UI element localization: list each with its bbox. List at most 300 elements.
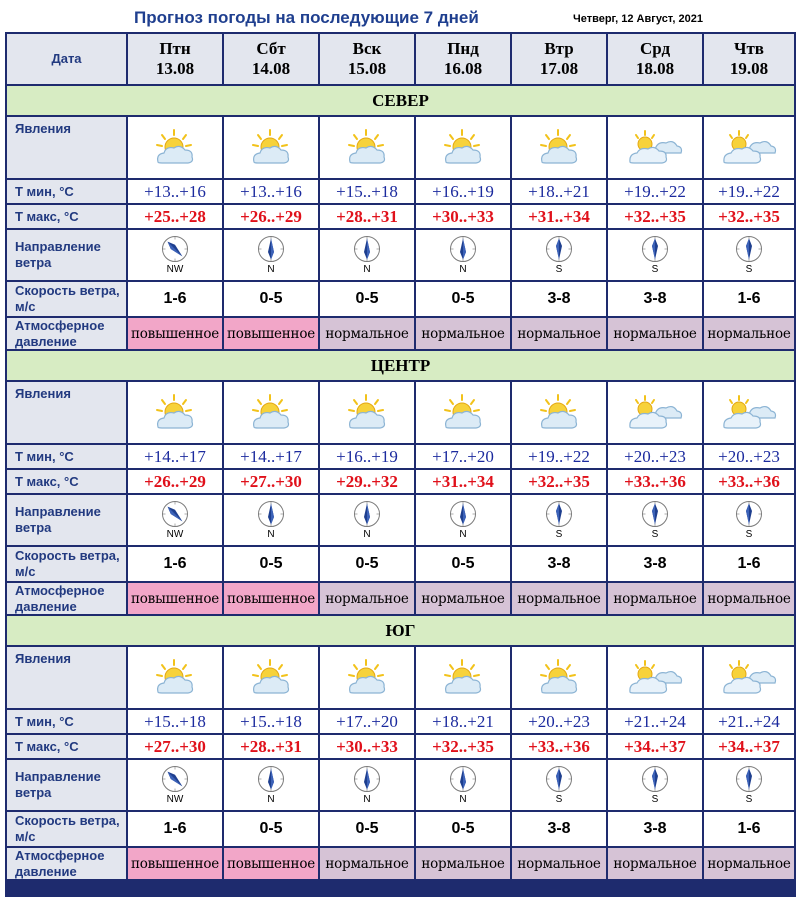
pressure-cell: [512, 848, 606, 879]
partly-cloudy-icon: [536, 658, 582, 698]
pressure-value: повышенное: [130, 855, 220, 872]
tmin-cell: [224, 445, 318, 468]
tmin-value: +13..+16: [144, 181, 206, 201]
pressure-cell: [224, 318, 318, 349]
phenomena-cell: [608, 117, 702, 178]
tmax-cell: [512, 735, 606, 758]
tmax-value: +26..+29: [144, 471, 206, 491]
row-label-phenomena: [7, 382, 126, 443]
wind-speed-value: 3-8: [547, 290, 571, 307]
wind-speed-cell: [512, 547, 606, 581]
wind-dir-cell: [608, 495, 702, 545]
row-label-pressure: [7, 318, 126, 349]
pressure-value: нормальное: [325, 325, 409, 342]
region-name: СЕВЕР: [372, 90, 429, 110]
tmin-cell: [512, 710, 606, 733]
wind-speed-cell: [704, 812, 794, 846]
tmin-cell: [128, 445, 222, 468]
tmax-cell: [224, 205, 318, 228]
compass-icon: [545, 765, 573, 793]
compass-icon: [257, 500, 285, 528]
tmin-cell: [320, 180, 414, 203]
partly-cloudy-icon: [248, 393, 294, 433]
pressure-cell: [704, 318, 794, 349]
tmax-cell: [128, 735, 222, 758]
row-label-text: Атмосферное давление: [15, 848, 105, 879]
compass-icon: [161, 765, 189, 793]
row-label-text: Направление ветра: [15, 239, 101, 270]
row-label-tmin: [7, 180, 126, 203]
compass-icon: [449, 500, 477, 528]
pressure-value: нормальное: [421, 325, 505, 342]
wind-direction-label: N: [267, 794, 275, 805]
wind-direction-label: S: [651, 529, 659, 540]
day-date: 17.08: [539, 59, 579, 78]
cloudy-sun-icon: [721, 128, 777, 168]
wind-direction-label: N: [459, 794, 467, 805]
pressure-value: нормальное: [325, 590, 409, 607]
tmin-value: +17..+20: [336, 711, 398, 731]
row-label-phenomena: [7, 647, 126, 708]
tmin-cell: [128, 710, 222, 733]
wind-speed-cell: [320, 812, 414, 846]
wind-speed-value: 0-5: [451, 290, 475, 307]
wind-direction-label: N: [459, 529, 467, 540]
tmax-value: +33..+36: [528, 736, 590, 756]
phenomena-cell: [320, 117, 414, 178]
day-header-6: [608, 34, 702, 84]
tmin-cell: [704, 710, 794, 733]
wind-dir-cell: [320, 760, 414, 810]
wind-speed-cell: [224, 812, 318, 846]
wind-speed-value: 0-5: [355, 555, 379, 572]
tmax-value: +31..+34: [528, 206, 590, 226]
wind-direction-label: S: [651, 794, 659, 805]
phenomena-cell: [416, 117, 510, 178]
row-label-text: Т мин, °С: [15, 713, 74, 729]
pressure-cell: [128, 318, 222, 349]
day-header-3: [320, 34, 414, 84]
tmax-value: +34..+37: [718, 736, 780, 756]
row-label-text: Скорость ветра, м/с: [15, 548, 120, 579]
wind-dir-cell: [128, 760, 222, 810]
wind-dir-cell: [128, 230, 222, 280]
compass-icon: [161, 500, 189, 528]
tmax-cell: [320, 470, 414, 493]
tmin-cell: [320, 445, 414, 468]
tmin-value: +19..+22: [624, 181, 686, 201]
wind-direction-label: S: [651, 264, 659, 275]
phenomena-cell: [704, 117, 794, 178]
tmax-cell: [320, 735, 414, 758]
tmax-cell: [128, 205, 222, 228]
wind-direction-label: N: [363, 529, 371, 540]
tmin-value: +16..+19: [336, 446, 398, 466]
pressure-cell: [416, 583, 510, 614]
pressure-cell: [224, 848, 318, 879]
tmax-value: +26..+29: [240, 206, 302, 226]
tmax-value: +32..+35: [718, 206, 780, 226]
tmax-value: +32..+35: [528, 471, 590, 491]
wind-speed-cell: [128, 547, 222, 581]
tmax-cell: [512, 205, 606, 228]
wind-dir-cell: [608, 760, 702, 810]
pressure-value: нормальное: [325, 855, 409, 872]
row-label-tmax: [7, 205, 126, 228]
wind-speed-value: 1-6: [163, 290, 187, 307]
wind-speed-value: 3-8: [547, 555, 571, 572]
forecast-table: [5, 32, 796, 897]
compass-icon: [641, 765, 669, 793]
wind-speed-cell: [608, 282, 702, 316]
tmax-value: +33..+36: [718, 471, 780, 491]
phenomena-cell: [224, 382, 318, 443]
compass-icon: [353, 500, 381, 528]
wind-speed-value: 3-8: [643, 820, 667, 837]
region-header-3: [7, 616, 794, 645]
wind-speed-cell: [416, 547, 510, 581]
row-label-tmax: [7, 735, 126, 758]
compass-icon: [641, 235, 669, 263]
wind-speed-cell: [512, 282, 606, 316]
tmax-cell: [128, 470, 222, 493]
tmax-cell: [416, 735, 510, 758]
tmax-value: +30..+33: [336, 736, 398, 756]
tmax-value: +32..+35: [624, 206, 686, 226]
pressure-value: повышенное: [226, 325, 316, 342]
day-name: Сбт: [256, 39, 286, 58]
pressure-value: повышенное: [226, 590, 316, 607]
phenomena-cell: [224, 647, 318, 708]
tmin-value: +20..+23: [718, 446, 780, 466]
compass-icon: [449, 235, 477, 263]
tmin-cell: [512, 445, 606, 468]
phenomena-cell: [128, 382, 222, 443]
day-name: Втр: [544, 39, 574, 58]
tmin-cell: [704, 445, 794, 468]
wind-dir-cell: [224, 230, 318, 280]
row-label-text: Явления: [15, 386, 71, 401]
wind-direction-label: S: [555, 264, 563, 275]
region-header-2: [7, 351, 794, 380]
tmin-value: +15..+18: [240, 711, 302, 731]
tmax-value: +32..+35: [432, 736, 494, 756]
current-date: Четверг, 12 Август, 2021: [573, 13, 703, 25]
phenomena-cell: [128, 647, 222, 708]
row-label-text: Атмосферное давление: [15, 318, 105, 349]
tmin-cell: [224, 180, 318, 203]
wind-direction-label: S: [745, 794, 753, 805]
wind-speed-value: 1-6: [163, 555, 187, 572]
row-label-text: Т макс, °С: [15, 738, 79, 754]
wind-direction-label: S: [555, 529, 563, 540]
wind-speed-value: 0-5: [355, 820, 379, 837]
wind-speed-cell: [224, 282, 318, 316]
wind-dir-cell: [224, 760, 318, 810]
tmax-cell: [416, 205, 510, 228]
tmin-cell: [704, 180, 794, 203]
phenomena-cell: [320, 382, 414, 443]
wind-speed-value: 0-5: [259, 820, 283, 837]
day-header-1: [128, 34, 222, 84]
row-label-pressure: [7, 583, 126, 614]
wind-speed-cell: [608, 812, 702, 846]
tmin-value: +20..+23: [528, 711, 590, 731]
phenomena-cell: [224, 117, 318, 178]
tmax-value: +28..+31: [336, 206, 398, 226]
wind-dir-cell: [704, 230, 794, 280]
compass-icon: [353, 235, 381, 263]
partly-cloudy-icon: [536, 393, 582, 433]
partly-cloudy-icon: [152, 128, 198, 168]
wind-speed-cell: [704, 547, 794, 581]
tmax-cell: [704, 470, 794, 493]
compass-icon: [257, 235, 285, 263]
day-header-4: [416, 34, 510, 84]
wind-speed-value: 3-8: [547, 820, 571, 837]
wind-speed-value: 0-5: [259, 290, 283, 307]
phenomena-cell: [416, 647, 510, 708]
tmax-cell: [608, 205, 702, 228]
wind-speed-cell: [128, 282, 222, 316]
row-label-text: Т мин, °С: [15, 448, 74, 464]
pressure-cell: [512, 318, 606, 349]
tmax-cell: [608, 735, 702, 758]
compass-icon: [735, 765, 763, 793]
wind-speed-cell: [704, 282, 794, 316]
wind-dir-cell: [128, 495, 222, 545]
compass-icon: [735, 500, 763, 528]
wind-speed-value: 0-5: [259, 555, 283, 572]
pressure-value: нормальное: [613, 590, 697, 607]
day-date: 16.08: [443, 59, 483, 78]
day-name: Чтв: [733, 39, 764, 58]
partly-cloudy-icon: [152, 393, 198, 433]
wind-speed-value: 1-6: [737, 555, 761, 572]
day-date: 19.08: [729, 59, 769, 78]
cloudy-sun-icon: [721, 393, 777, 433]
pressure-value: повышенное: [130, 325, 220, 342]
day-header-2: [224, 34, 318, 84]
pressure-value: нормальное: [707, 590, 791, 607]
wind-speed-cell: [608, 547, 702, 581]
compass-icon: [257, 765, 285, 793]
row-label-tmin: [7, 710, 126, 733]
tmax-value: +33..+36: [624, 471, 686, 491]
wind-speed-value: 1-6: [737, 820, 761, 837]
wind-direction-label: N: [363, 794, 371, 805]
partly-cloudy-icon: [344, 128, 390, 168]
tmax-cell: [416, 470, 510, 493]
wind-speed-cell: [416, 812, 510, 846]
tmax-cell: [608, 470, 702, 493]
wind-speed-value: 0-5: [355, 290, 379, 307]
wind-speed-cell: [320, 547, 414, 581]
tmax-value: +28..+31: [240, 736, 302, 756]
wind-direction-label: NW: [166, 794, 184, 805]
compass-icon: [545, 500, 573, 528]
wind-speed-value: 1-6: [737, 290, 761, 307]
tmax-value: +27..+30: [144, 736, 206, 756]
pressure-cell: [320, 583, 414, 614]
header-date-label-text: Дата: [51, 51, 82, 66]
row-label-wind_dir: [7, 760, 126, 810]
row-label-text: Направление ветра: [15, 504, 101, 535]
compass-icon: [735, 235, 763, 263]
pressure-value: нормальное: [613, 855, 697, 872]
tmin-value: +17..+20: [432, 446, 494, 466]
row-label-wind_speed: [7, 282, 126, 316]
phenomena-cell: [608, 647, 702, 708]
phenomena-cell: [128, 117, 222, 178]
region-name: ЦЕНТР: [370, 355, 431, 375]
row-label-text: Явления: [15, 121, 71, 136]
page-title: Прогноз погоды на последующие 7 дней: [134, 8, 479, 27]
wind-dir-cell: [704, 760, 794, 810]
pressure-value: нормальное: [613, 325, 697, 342]
tmax-cell: [704, 735, 794, 758]
partly-cloudy-icon: [440, 393, 486, 433]
tmax-value: +31..+34: [432, 471, 494, 491]
row-label-text: Т макс, °С: [15, 473, 79, 489]
region-header-1: [7, 86, 794, 115]
tmin-cell: [224, 710, 318, 733]
day-name: Вск: [352, 39, 382, 58]
tmin-value: +20..+23: [624, 446, 686, 466]
tmin-cell: [416, 445, 510, 468]
row-label-phenomena: [7, 117, 126, 178]
day-header-5: [512, 34, 606, 84]
tmin-value: +21..+24: [624, 711, 686, 731]
wind-dir-cell: [608, 230, 702, 280]
tmin-cell: [128, 180, 222, 203]
wind-dir-cell: [320, 495, 414, 545]
pressure-cell: [128, 848, 222, 879]
pressure-value: нормальное: [517, 590, 601, 607]
tmin-cell: [608, 710, 702, 733]
tmin-cell: [416, 180, 510, 203]
row-label-wind_speed: [7, 547, 126, 581]
compass-icon: [449, 765, 477, 793]
tmin-value: +18..+21: [528, 181, 590, 201]
wind-dir-cell: [512, 495, 606, 545]
wind-speed-value: 1-6: [163, 820, 187, 837]
phenomena-cell: [512, 117, 606, 178]
pressure-cell: [512, 583, 606, 614]
phenomena-cell: [512, 647, 606, 708]
phenomena-cell: [416, 382, 510, 443]
tmin-value: +14..+17: [240, 446, 302, 466]
tmax-value: +27..+30: [240, 471, 302, 491]
pressure-cell: [320, 318, 414, 349]
wind-direction-label: S: [555, 794, 563, 805]
tmin-value: +19..+22: [718, 181, 780, 201]
cloudy-sun-icon: [627, 393, 683, 433]
tmax-cell: [224, 470, 318, 493]
wind-speed-cell: [320, 282, 414, 316]
row-label-tmax: [7, 470, 126, 493]
wind-dir-cell: [224, 495, 318, 545]
row-label-text: Т макс, °С: [15, 208, 79, 224]
row-label-text: Скорость ветра, м/с: [15, 813, 120, 844]
wind-speed-value: 0-5: [451, 820, 475, 837]
tmax-cell: [320, 205, 414, 228]
tmin-value: +14..+17: [144, 446, 206, 466]
phenomena-cell: [704, 382, 794, 443]
wind-dir-cell: [704, 495, 794, 545]
wind-direction-label: N: [459, 264, 467, 275]
row-label-text: Направление ветра: [15, 769, 101, 800]
day-name: Птн: [159, 39, 191, 58]
tmin-value: +21..+24: [718, 711, 780, 731]
tmax-cell: [224, 735, 318, 758]
region-name: ЮГ: [385, 620, 416, 640]
compass-icon: [545, 235, 573, 263]
tmin-cell: [416, 710, 510, 733]
wind-direction-label: N: [363, 264, 371, 275]
tmax-value: +25..+28: [144, 206, 206, 226]
partly-cloudy-icon: [440, 128, 486, 168]
tmax-value: +30..+33: [432, 206, 494, 226]
partly-cloudy-icon: [344, 393, 390, 433]
wind-speed-cell: [224, 547, 318, 581]
day-date: 18.08: [635, 59, 675, 78]
tmax-cell: [512, 470, 606, 493]
header-date-label: [7, 34, 126, 84]
wind-direction-label: N: [267, 529, 275, 540]
partly-cloudy-icon: [248, 658, 294, 698]
row-label-wind_dir: [7, 230, 126, 280]
pressure-cell: [608, 848, 702, 879]
partly-cloudy-icon: [536, 128, 582, 168]
pressure-value: нормальное: [517, 325, 601, 342]
partly-cloudy-icon: [152, 658, 198, 698]
pressure-value: нормальное: [707, 325, 791, 342]
wind-dir-cell: [416, 495, 510, 545]
row-label-wind_speed: [7, 812, 126, 846]
partly-cloudy-icon: [344, 658, 390, 698]
wind-direction-label: N: [267, 264, 275, 275]
day-date: 15.08: [347, 59, 387, 78]
row-label-text: Явления: [15, 651, 71, 666]
page-header: [0, 0, 800, 32]
wind-dir-cell: [416, 230, 510, 280]
pressure-cell: [704, 848, 794, 879]
partly-cloudy-icon: [248, 128, 294, 168]
partly-cloudy-icon: [440, 658, 486, 698]
cloudy-sun-icon: [627, 658, 683, 698]
tmax-value: +29..+32: [336, 471, 398, 491]
tmin-value: +15..+18: [336, 181, 398, 201]
phenomena-cell: [512, 382, 606, 443]
day-date: 14.08: [251, 59, 291, 78]
row-label-tmin: [7, 445, 126, 468]
wind-direction-label: S: [745, 529, 753, 540]
pressure-cell: [320, 848, 414, 879]
pressure-cell: [128, 583, 222, 614]
compass-icon: [353, 765, 381, 793]
cloudy-sun-icon: [627, 128, 683, 168]
pressure-cell: [416, 848, 510, 879]
day-name: Пнд: [447, 39, 479, 58]
tmax-cell: [704, 205, 794, 228]
tmin-value: +18..+21: [432, 711, 494, 731]
wind-direction-label: NW: [166, 529, 184, 540]
tmin-cell: [608, 180, 702, 203]
pressure-value: нормальное: [421, 855, 505, 872]
tmin-value: +19..+22: [528, 446, 590, 466]
pressure-cell: [608, 318, 702, 349]
